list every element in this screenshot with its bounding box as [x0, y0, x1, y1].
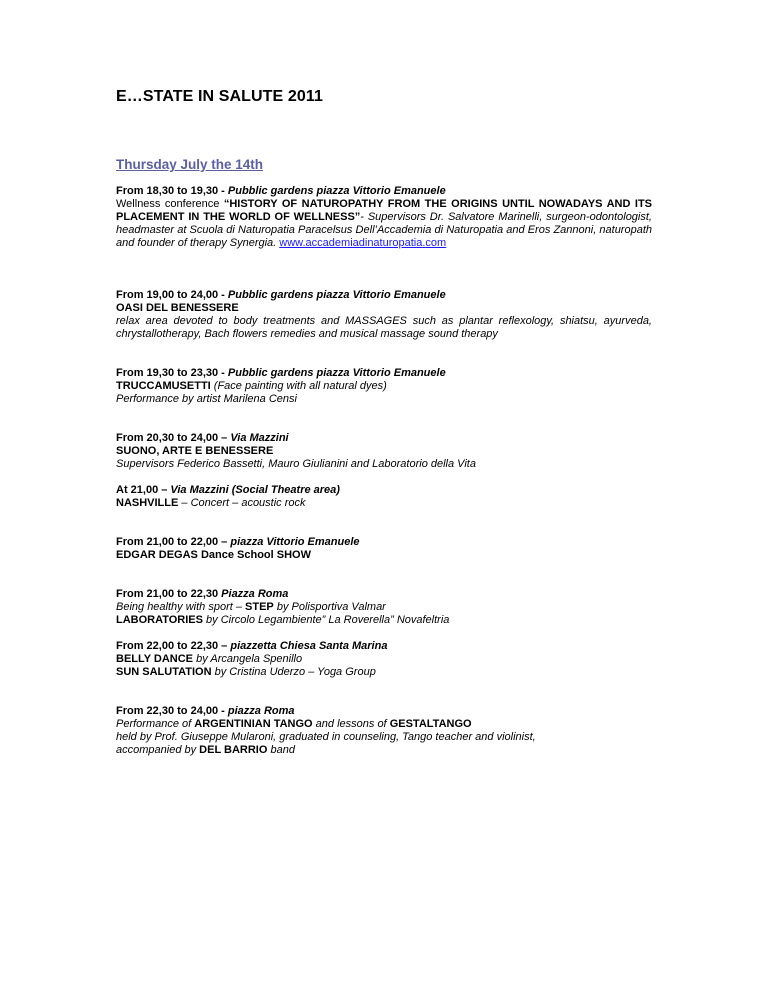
event-note: (Face painting with all natural dyes) — [210, 380, 387, 392]
event-description: Supervisors Federico Bassetti, Mauro Giulianini and Laboratorio della Vita — [116, 458, 476, 470]
event-place: piazza Vittorio Emanuele — [230, 536, 360, 548]
event-place: Pubblic gardens piazza Vittorio Emanuele — [227, 367, 446, 379]
event-item — [116, 185, 652, 250]
event-time: From 21,00 to 22,00 – — [116, 536, 231, 548]
event-place: Pubblic gardens piazza Vittorio Emanuele — [227, 289, 446, 301]
event-item — [116, 484, 652, 510]
event-name: SUONO, ARTE E BENESSERE — [116, 445, 274, 457]
event-place: piazzetta Chiesa Santa Marina — [230, 640, 388, 652]
event-time: From 18,30 to 19,30 - — [116, 185, 228, 197]
day-heading: Thursday July the 14th — [116, 157, 264, 172]
event-item — [116, 289, 652, 341]
event-item — [116, 536, 652, 562]
website-link[interactable]: www.accademiadinaturopatia.com — [279, 237, 447, 249]
event-time: From 19,30 to 23,30 - — [116, 367, 228, 379]
event-topic: “HISTORY OF NATUROPATHY FROM THE ORIGINS UNTIL NOWADAYS AND ITS PLACEMENT IN THE WORLD OF WELLNESS” — [116, 198, 652, 223]
event-time: From 22,00 to 22,30 – — [116, 640, 231, 652]
event-item — [116, 588, 652, 627]
event-time: From 20,30 to 24,00 – — [116, 432, 231, 444]
event-name: EDGAR DEGAS Dance School SHOW — [116, 549, 311, 561]
event-description: Being healthy with sport – STEP by Polisportiva Valmar — [116, 601, 386, 613]
event-place: Piazza Roma — [221, 588, 289, 600]
event-description: Wellness conference “HISTORY OF NATUROPATHY FROM THE ORIGINS UNTIL NOWADAYS AND ITS PLACEMENT IN THE WORLD OF WELLNESS”- Supervisors Dr. Salvatore Marinelli, surgeon-odontologist, headmaster at Scuola di Naturopatia Paracelsus Dell’Accademia di Naturopatia and Eros Zannoni, naturopath and founder of therapy Synergia. www.accademiadinaturopatia.com — [116, 198, 652, 249]
event-time: From 22,30 to 24,00 - — [116, 705, 228, 717]
document-title: E…STATE IN SALUTE 2011 — [116, 88, 323, 105]
event-item — [116, 705, 652, 757]
event-name: TRUCCAMUSETTI — [116, 380, 211, 392]
event-description: BELLY DANCE by Arcangela Spenillo — [116, 653, 303, 665]
event-item — [116, 432, 652, 471]
event-place: Pubblic gardens piazza Vittorio Emanuele — [227, 185, 446, 197]
event-description: – Concert – acoustic rock — [178, 497, 306, 509]
event-item — [116, 367, 652, 406]
event-description: held by Prof. Giuseppe Mularoni, graduated in counseling, Tango teacher and violinist, — [116, 731, 536, 743]
event-name: OASI DEL BENESSERE — [116, 302, 239, 314]
event-description: SUN SALUTATION by Cristina Uderzo – Yoga Group — [116, 666, 376, 678]
event-time: From 21,00 to 22,30 — [116, 588, 222, 600]
event-time: From 19,00 to 24,00 - — [116, 289, 228, 301]
event-description: relax area devoted to body treatments and MASSAGES such as plantar reflexology, shiatsu, ayurveda, chrystallotherapy, Bach flowers remedies and musical massage sound therapy — [116, 315, 652, 340]
event-description: LABORATORIES by Circolo Legambiente” La Roverella” Novafeltria — [116, 614, 450, 626]
event-place: piazza Roma — [227, 705, 295, 717]
event-place: Via Mazzini — [230, 432, 289, 444]
event-description: Performance by artist Marilena Censi — [116, 393, 297, 405]
event-place: Via Mazzini (Social Theatre area) — [170, 484, 340, 496]
event-description: accompanied by DEL BARRIO band — [116, 744, 295, 756]
event-list — [116, 185, 652, 757]
event-description: Performance of ARGENTINIAN TANGO and lessons of GESTALTANGO — [116, 718, 472, 730]
event-item — [116, 640, 652, 679]
event-time: At 21,00 – — [116, 484, 171, 496]
event-name: NASHVILLE — [116, 497, 179, 509]
